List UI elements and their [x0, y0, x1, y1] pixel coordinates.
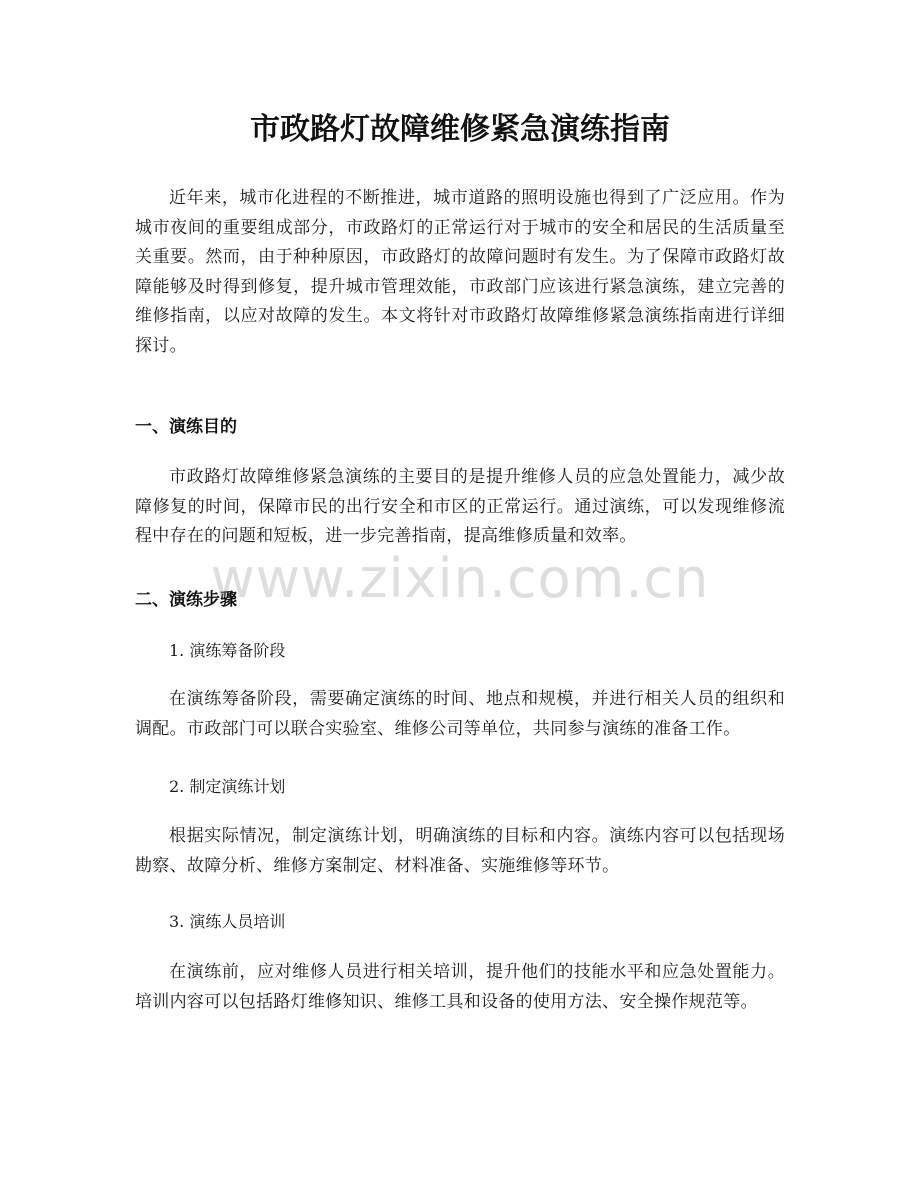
section-heading-steps: 二、演练步骤	[135, 590, 237, 610]
step-title-3: 3. 演练人员培训	[169, 912, 286, 931]
step-title-1: 1. 演练筹备阶段	[169, 641, 286, 660]
site-watermark: www.zixin.com.cn	[210, 547, 710, 610]
step-paragraph-3: 在演练前，应对维修人员进行相关培训，提升他们的技能水平和应急处置能力。培训内容可以包括路灯维修知识、维修工具和设备的使用方法、安全操作规范等。	[135, 962, 785, 1012]
step-paragraph-2: 根据实际情况，制定演练计划，明确演练的目标和内容。演练内容可以包括现场勘察、故障分析、维修方案制定、材料准备、实施维修等环节。	[135, 826, 785, 876]
section-heading-purpose: 一、演练目的	[135, 417, 237, 437]
document-title: 市政路灯故障维修紧急演练指南	[250, 112, 670, 147]
step-paragraph-1: 在演练筹备阶段，需要确定演练的时间、地点和规模，并进行相关人员的组织和调配。市政部门可以联合实验室、维修公司等单位，共同参与演练的准备工作。	[135, 689, 785, 739]
intro-paragraph: 近年来，城市化进程的不断推进，城市道路的照明设施也得到了广泛应用。作为城市夜间的重要组成部分，市政路灯的正常运行对于城市的安全和居民的生活质量至关重要。然而，由于种种原因，市政路灯的故障问题时有发生。为了保障市政路灯故障能够及时得到修复，提升城市管理效能，市政部门应该进行紧急演练，建立完善的维修指南，以应对故障的发生。本文将针对市政路灯故障维修紧急演练指南进行详细探讨。	[135, 188, 785, 356]
purpose-paragraph: 市政路灯故障维修紧急演练的主要目的是提升维修人员的应急处置能力，减少故障修复的时间，保障市民的出行安全和市区的正常运行。通过演练，可以发现维修流程中存在的问题和短板，进一步完善指南，提高维修质量和效率。	[135, 467, 785, 546]
step-title-2: 2. 制定演练计划	[169, 777, 286, 796]
